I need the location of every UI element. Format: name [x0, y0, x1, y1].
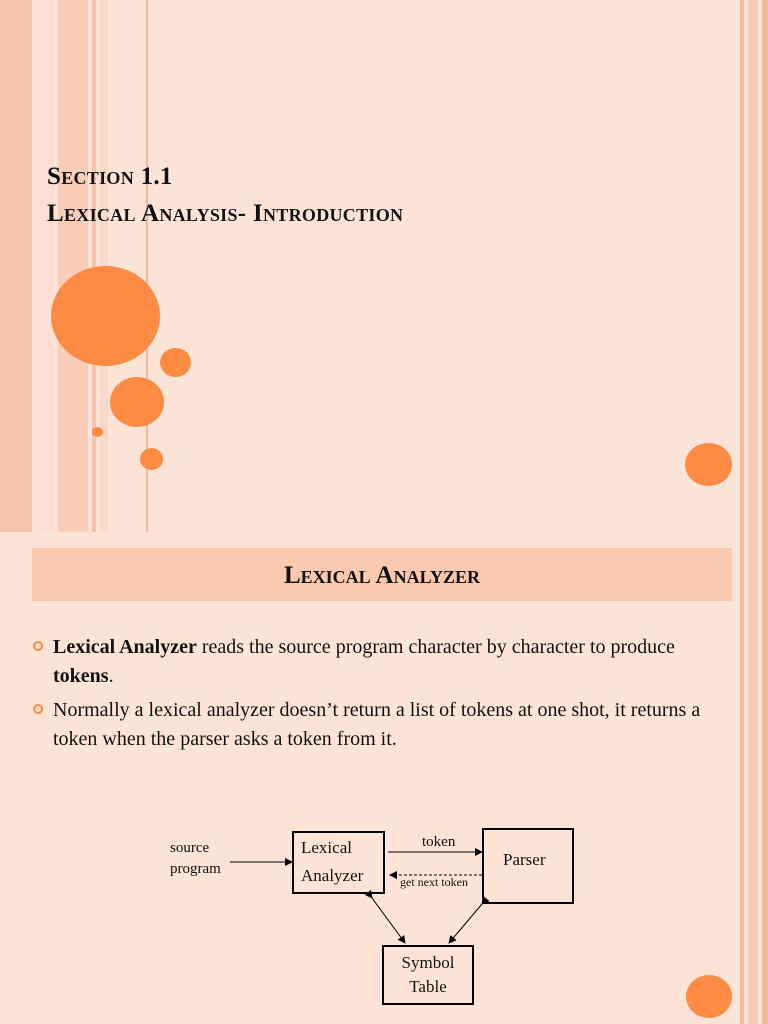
source-label-line: source	[170, 840, 210, 856]
decor-circle	[685, 443, 732, 486]
decor-stripe	[0, 0, 32, 532]
content-slide	[0, 532, 768, 1024]
decor-circle	[92, 427, 103, 437]
source-label-line: program	[170, 861, 221, 877]
bullet-bold-term: Lexical Analyzer	[53, 636, 197, 658]
bullet-bold-term: tokens	[53, 665, 109, 687]
symbol-table-label	[382, 951, 474, 999]
decor-circle	[686, 975, 732, 1018]
symbol-label-line: Table	[409, 977, 447, 996]
bullet-text: reads the source program character by character to produce	[196, 636, 675, 658]
get-next-token-label: get next token	[400, 875, 468, 889]
lexical-label-line: Analyzer	[301, 866, 364, 885]
lexical-analyzer-label	[301, 834, 363, 890]
symbol-label-line: Symbol	[401, 953, 455, 972]
decor-stripe	[58, 0, 88, 532]
parser-label: Parser	[503, 850, 546, 869]
lexer-parser-diagram	[0, 532, 768, 1024]
slide-heading: Lexical Analyzer	[284, 562, 480, 589]
decor-stripe	[40, 0, 54, 532]
bullet-text: .	[108, 665, 114, 687]
decor-stripe	[762, 0, 768, 532]
lexical-label-line: Lexical	[301, 838, 352, 857]
source-program-label	[170, 838, 221, 880]
title-line-1: Section 1.1	[47, 163, 173, 190]
slide-title	[47, 158, 403, 232]
decor-stripe	[740, 0, 744, 532]
decor-circle	[110, 377, 164, 427]
decor-circle	[160, 348, 191, 377]
decor-circle	[51, 266, 160, 366]
decor-circle	[140, 448, 163, 470]
token-label: token	[422, 834, 456, 850]
bullet-text: Normally a lexical analyzer doesn’t return a list of tokens at one shot, it returns a token when the parser asks a token from it.	[53, 699, 701, 750]
parser-symbol-arrow	[449, 904, 482, 943]
title-line-2: Lexical Analysis- Introduction	[47, 200, 404, 227]
lexer-symbol-arrow	[372, 898, 405, 943]
decor-stripe	[748, 0, 758, 532]
